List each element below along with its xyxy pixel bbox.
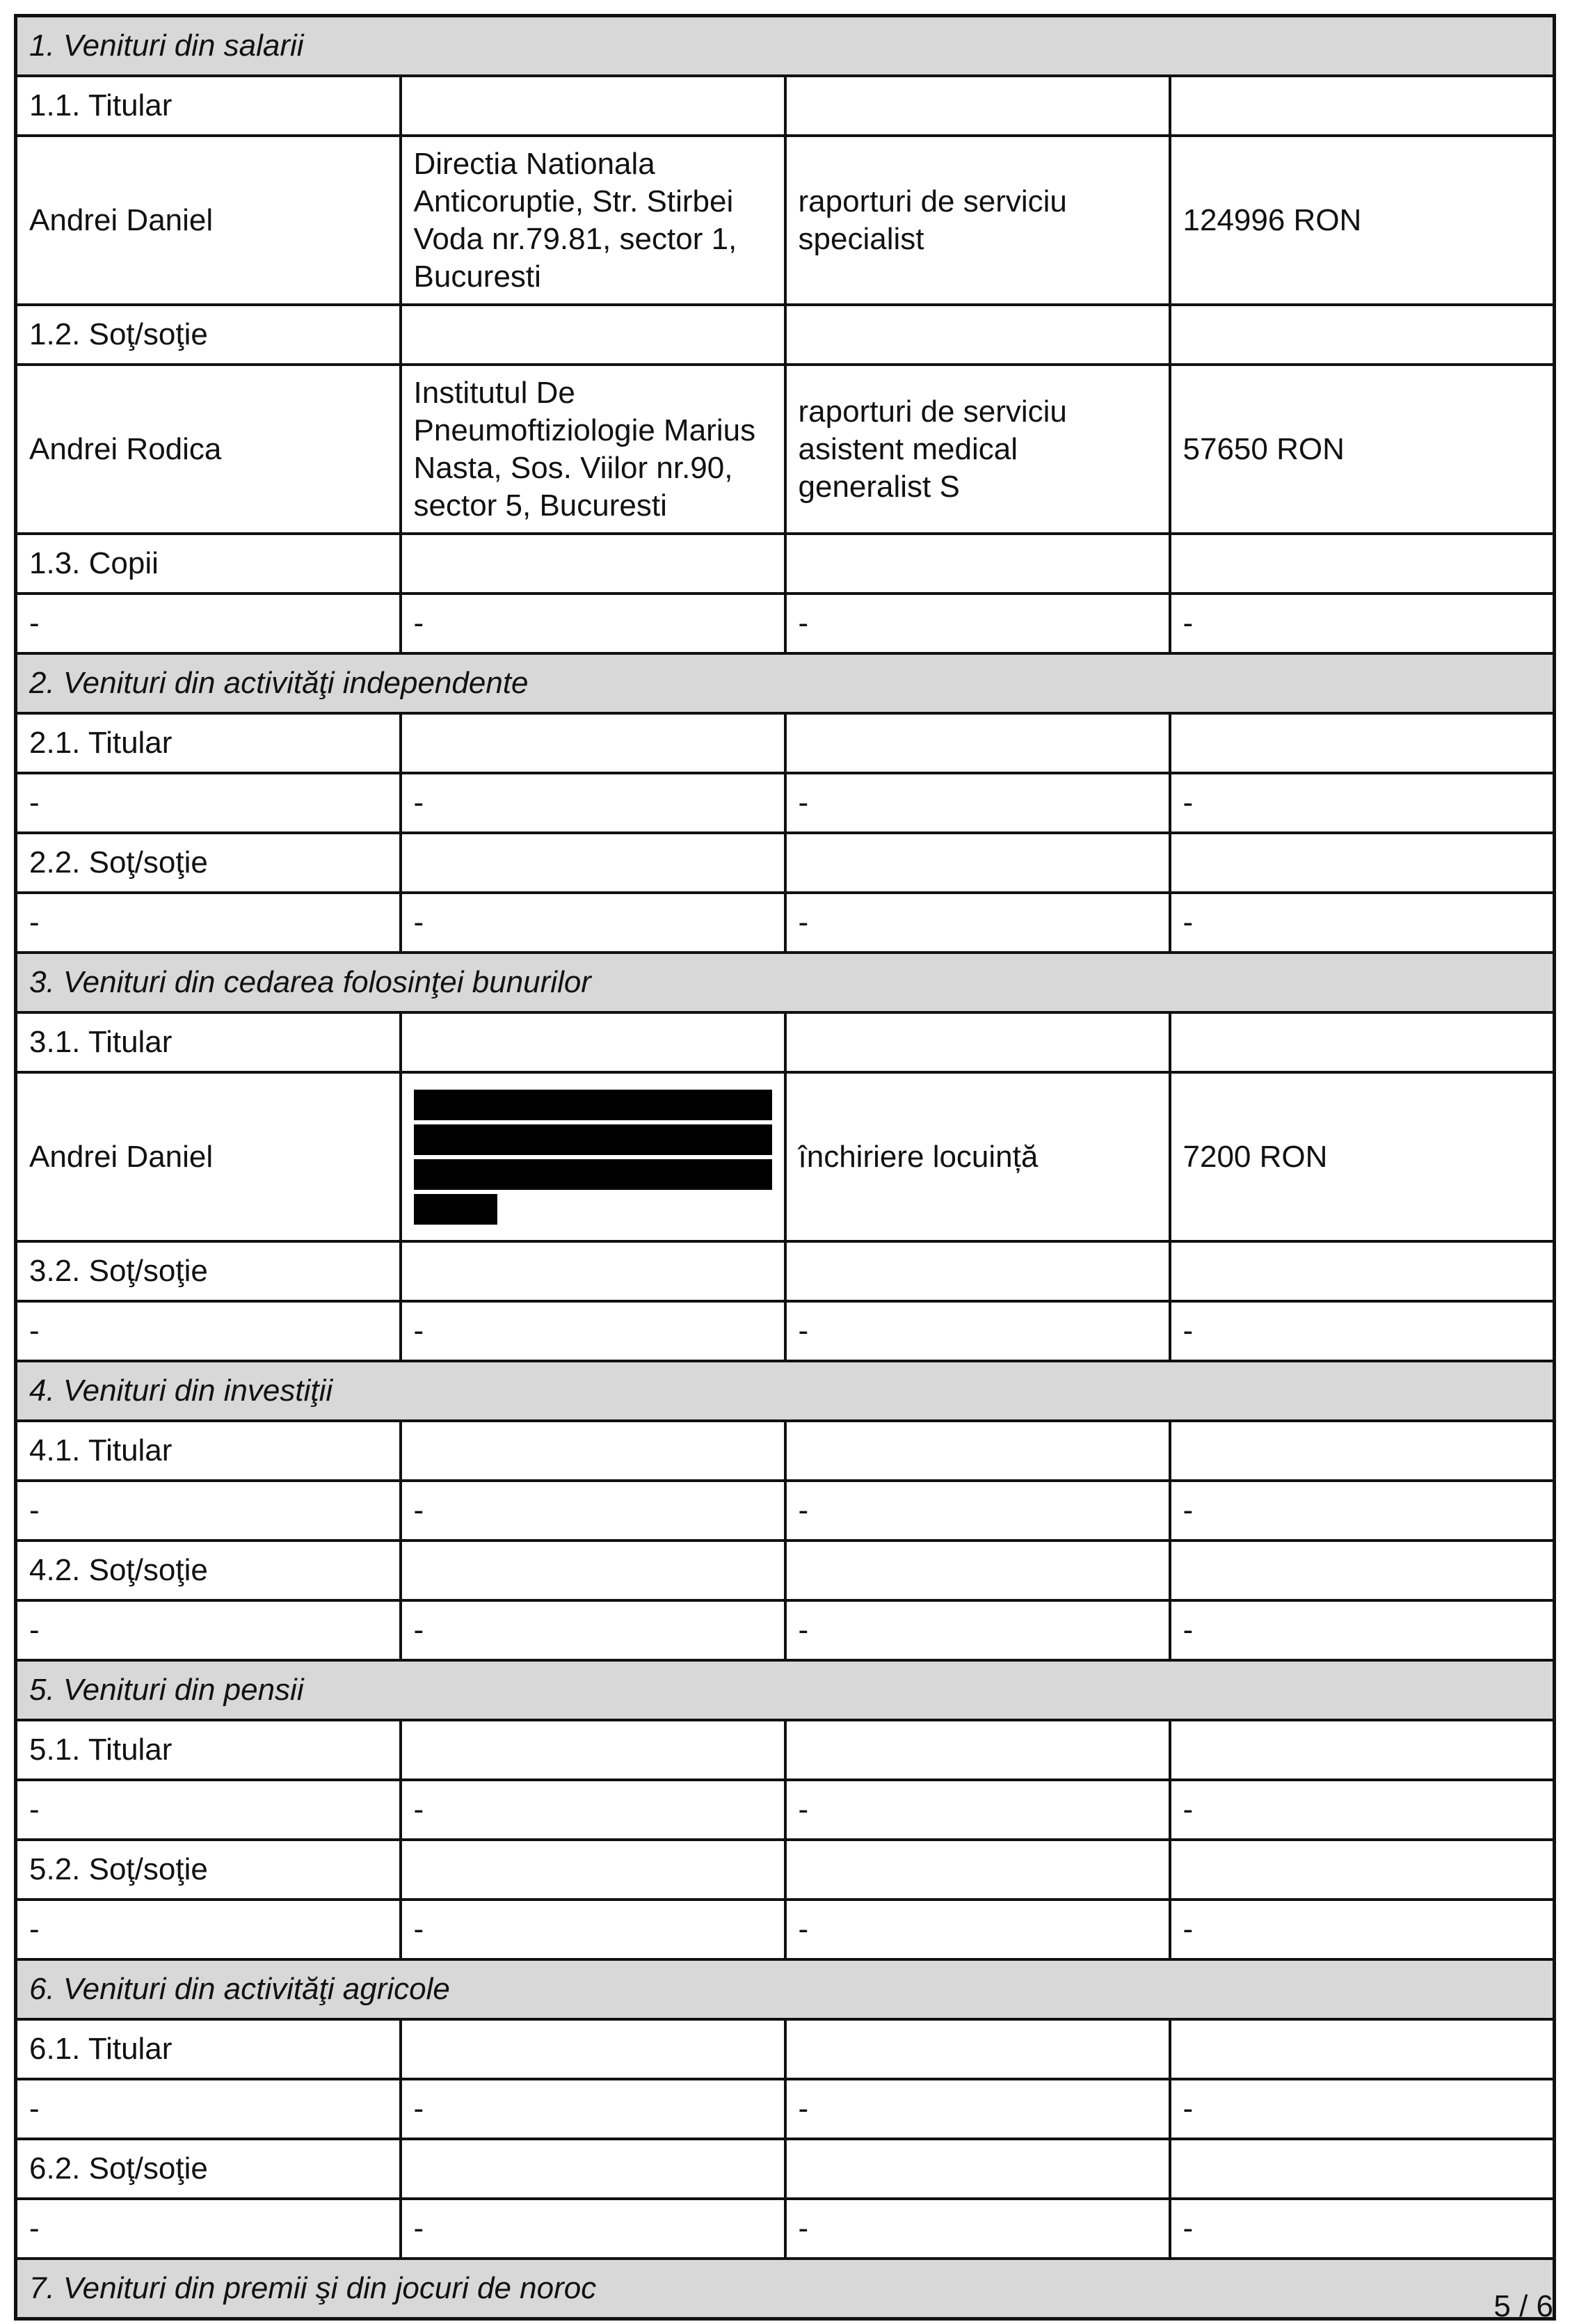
- table-cell: -: [16, 893, 401, 953]
- section-title: 2. Venituri din activităţi independente: [16, 653, 1555, 713]
- table-cell: [401, 534, 785, 594]
- table-row: [16, 136, 1555, 305]
- table-cell: 2.1. Titular: [16, 713, 401, 773]
- table-row: [16, 1840, 1555, 1900]
- table-cell: -: [16, 2079, 401, 2139]
- table-row: [16, 833, 1555, 893]
- table-cell: [1170, 1720, 1555, 1780]
- table-cell: -: [401, 594, 785, 653]
- section-header-row: [16, 2259, 1555, 2319]
- redaction-bar: [414, 1090, 772, 1120]
- table-cell: [785, 2019, 1170, 2079]
- table-cell: [785, 1241, 1170, 1301]
- table-cell: [401, 1421, 785, 1481]
- table-row: [16, 1600, 1555, 1660]
- table-row: [16, 1241, 1555, 1301]
- table-cell: [401, 2139, 785, 2199]
- table-row: [16, 594, 1555, 653]
- table-cell: 7200 RON: [1170, 1072, 1555, 1241]
- table-cell: [785, 305, 1170, 365]
- section-title: 7. Venituri din premii şi din jocuri de noroc: [16, 2259, 1555, 2319]
- table-cell: 4.2. Soţ/soţie: [16, 1541, 401, 1600]
- table-cell: 124996 RON: [1170, 136, 1555, 305]
- table-cell: -: [401, 1780, 785, 1840]
- table-row: [16, 2019, 1555, 2079]
- table-row: [16, 1481, 1555, 1541]
- table-cell: [401, 76, 785, 136]
- table-cell: [785, 1541, 1170, 1600]
- table-row: [16, 534, 1555, 594]
- table-cell: -: [16, 1600, 401, 1660]
- table-row: [16, 713, 1555, 773]
- table-cell: 4.1. Titular: [16, 1421, 401, 1481]
- table-cell: Directia Nationala Anticoruptie, Str. Stirbei Voda nr.79.81, sector 1, Bucuresti: [401, 136, 785, 305]
- table-row: [16, 2199, 1555, 2259]
- table-cell: -: [785, 1780, 1170, 1840]
- table-row: [16, 2079, 1555, 2139]
- table-cell: [401, 1012, 785, 1072]
- table-row: [16, 773, 1555, 833]
- section-header-row: [16, 953, 1555, 1012]
- table-row: [16, 365, 1555, 534]
- table-cell: 1.3. Copii: [16, 534, 401, 594]
- table-cell: [1170, 2139, 1555, 2199]
- table-cell: -: [785, 1600, 1170, 1660]
- table-row: [16, 1900, 1555, 1959]
- table-cell: [1170, 1241, 1555, 1301]
- table-cell: Andrei Daniel: [16, 1072, 401, 1241]
- table-cell: -: [1170, 1900, 1555, 1959]
- table-cell: [1170, 76, 1555, 136]
- table-cell: 3.2. Soţ/soţie: [16, 1241, 401, 1301]
- table-cell: -: [785, 1900, 1170, 1959]
- table-row: [16, 1720, 1555, 1780]
- table-row: [16, 1780, 1555, 1840]
- table-cell: [401, 1241, 785, 1301]
- table-cell: -: [16, 594, 401, 653]
- table-cell: [785, 713, 1170, 773]
- redacted-cell: [401, 1072, 785, 1241]
- table-cell: -: [401, 1600, 785, 1660]
- table-cell: [1170, 713, 1555, 773]
- table-cell: [401, 1840, 785, 1900]
- table-cell: -: [785, 1301, 1170, 1361]
- table-cell: [1170, 534, 1555, 594]
- table-row: [16, 1421, 1555, 1481]
- redaction-bar: [414, 1194, 497, 1225]
- table-cell: [785, 1421, 1170, 1481]
- table-cell: [1170, 1840, 1555, 1900]
- table-cell: -: [401, 2079, 785, 2139]
- table-cell: 57650 RON: [1170, 365, 1555, 534]
- table-cell: -: [401, 1301, 785, 1361]
- table-cell: [785, 833, 1170, 893]
- section-header-row: [16, 1361, 1555, 1421]
- table-cell: -: [785, 2079, 1170, 2139]
- table-cell: Andrei Daniel: [16, 136, 401, 305]
- table-cell: 1.1. Titular: [16, 76, 401, 136]
- table-cell: [401, 2019, 785, 2079]
- table-cell: [785, 2139, 1170, 2199]
- table-cell: Andrei Rodica: [16, 365, 401, 534]
- table-cell: închiriere locuință: [785, 1072, 1170, 1241]
- table-cell: [785, 76, 1170, 136]
- table-cell: [1170, 2019, 1555, 2079]
- table-cell: -: [785, 1481, 1170, 1541]
- section-header-row: [16, 16, 1555, 77]
- table-cell: [401, 1541, 785, 1600]
- redaction-bar: [414, 1159, 772, 1190]
- table-cell: -: [401, 893, 785, 953]
- table-cell: [1170, 1541, 1555, 1600]
- table-row: [16, 1301, 1555, 1361]
- table-cell: raporturi de serviciu specialist: [785, 136, 1170, 305]
- table-cell: -: [1170, 2079, 1555, 2139]
- table-cell: -: [401, 1481, 785, 1541]
- table-row: [16, 1012, 1555, 1072]
- table-cell: 5.2. Soţ/soţie: [16, 1840, 401, 1900]
- section-title: 5. Venituri din pensii: [16, 1660, 1555, 1720]
- table-cell: [785, 534, 1170, 594]
- table-cell: 6.2. Soţ/soţie: [16, 2139, 401, 2199]
- table-cell: -: [1170, 1600, 1555, 1660]
- page-number: 5 / 6: [1493, 2289, 1553, 2323]
- section-title: 3. Venituri din cedarea folosinţei bunurilor: [16, 953, 1555, 1012]
- table-cell: -: [1170, 1780, 1555, 1840]
- section-header-row: [16, 1959, 1555, 2019]
- section-header-row: [16, 1660, 1555, 1720]
- table-cell: [1170, 305, 1555, 365]
- table-cell: -: [1170, 594, 1555, 653]
- section-title: 1. Venituri din salarii: [16, 16, 1555, 77]
- table-cell: -: [16, 773, 401, 833]
- table-cell: -: [16, 1900, 401, 1959]
- table-row: [16, 305, 1555, 365]
- table-cell: [401, 833, 785, 893]
- table-row: [16, 893, 1555, 953]
- table-cell: -: [401, 1900, 785, 1959]
- table-row: [16, 2139, 1555, 2199]
- table-cell: 3.1. Titular: [16, 1012, 401, 1072]
- section-header-row: [16, 653, 1555, 713]
- table-cell: -: [1170, 1481, 1555, 1541]
- table-cell: -: [785, 893, 1170, 953]
- table-cell: Institutul De Pneumoftiziologie Marius Nasta, Sos. Viilor nr.90, sector 5, Bucuresti: [401, 365, 785, 534]
- table-cell: [785, 1012, 1170, 1072]
- section-title: 4. Venituri din investiţii: [16, 1361, 1555, 1421]
- table-cell: 2.2. Soţ/soţie: [16, 833, 401, 893]
- table-cell: [1170, 833, 1555, 893]
- table-cell: -: [1170, 893, 1555, 953]
- table-cell: 1.2. Soţ/soţie: [16, 305, 401, 365]
- table-cell: 6.1. Titular: [16, 2019, 401, 2079]
- table-row: [16, 76, 1555, 136]
- table-cell: -: [16, 1481, 401, 1541]
- table-cell: -: [401, 773, 785, 833]
- table-cell: -: [1170, 2199, 1555, 2259]
- table-cell: [401, 1720, 785, 1780]
- table-cell: -: [16, 1780, 401, 1840]
- table-cell: -: [401, 2199, 785, 2259]
- table-cell: -: [785, 773, 1170, 833]
- table-cell: [401, 713, 785, 773]
- income-table-body: [16, 16, 1555, 2319]
- table-row: [16, 1072, 1555, 1241]
- table-cell: [1170, 1012, 1555, 1072]
- section-title: 6. Venituri din activităţi agricole: [16, 1959, 1555, 2019]
- table-cell: raporturi de serviciu asistent medical generalist S: [785, 365, 1170, 534]
- table-cell: -: [785, 2199, 1170, 2259]
- table-cell: 5.1. Titular: [16, 1720, 401, 1780]
- table-cell: [1170, 1421, 1555, 1481]
- income-table: [14, 14, 1556, 2321]
- table-cell: -: [16, 2199, 401, 2259]
- table-cell: -: [1170, 773, 1555, 833]
- table-cell: -: [16, 1301, 401, 1361]
- table-cell: [785, 1840, 1170, 1900]
- table-row: [16, 1541, 1555, 1600]
- redaction-bar: [414, 1124, 772, 1155]
- table-cell: -: [785, 594, 1170, 653]
- table-cell: [785, 1720, 1170, 1780]
- table-cell: -: [1170, 1301, 1555, 1361]
- table-cell: [401, 305, 785, 365]
